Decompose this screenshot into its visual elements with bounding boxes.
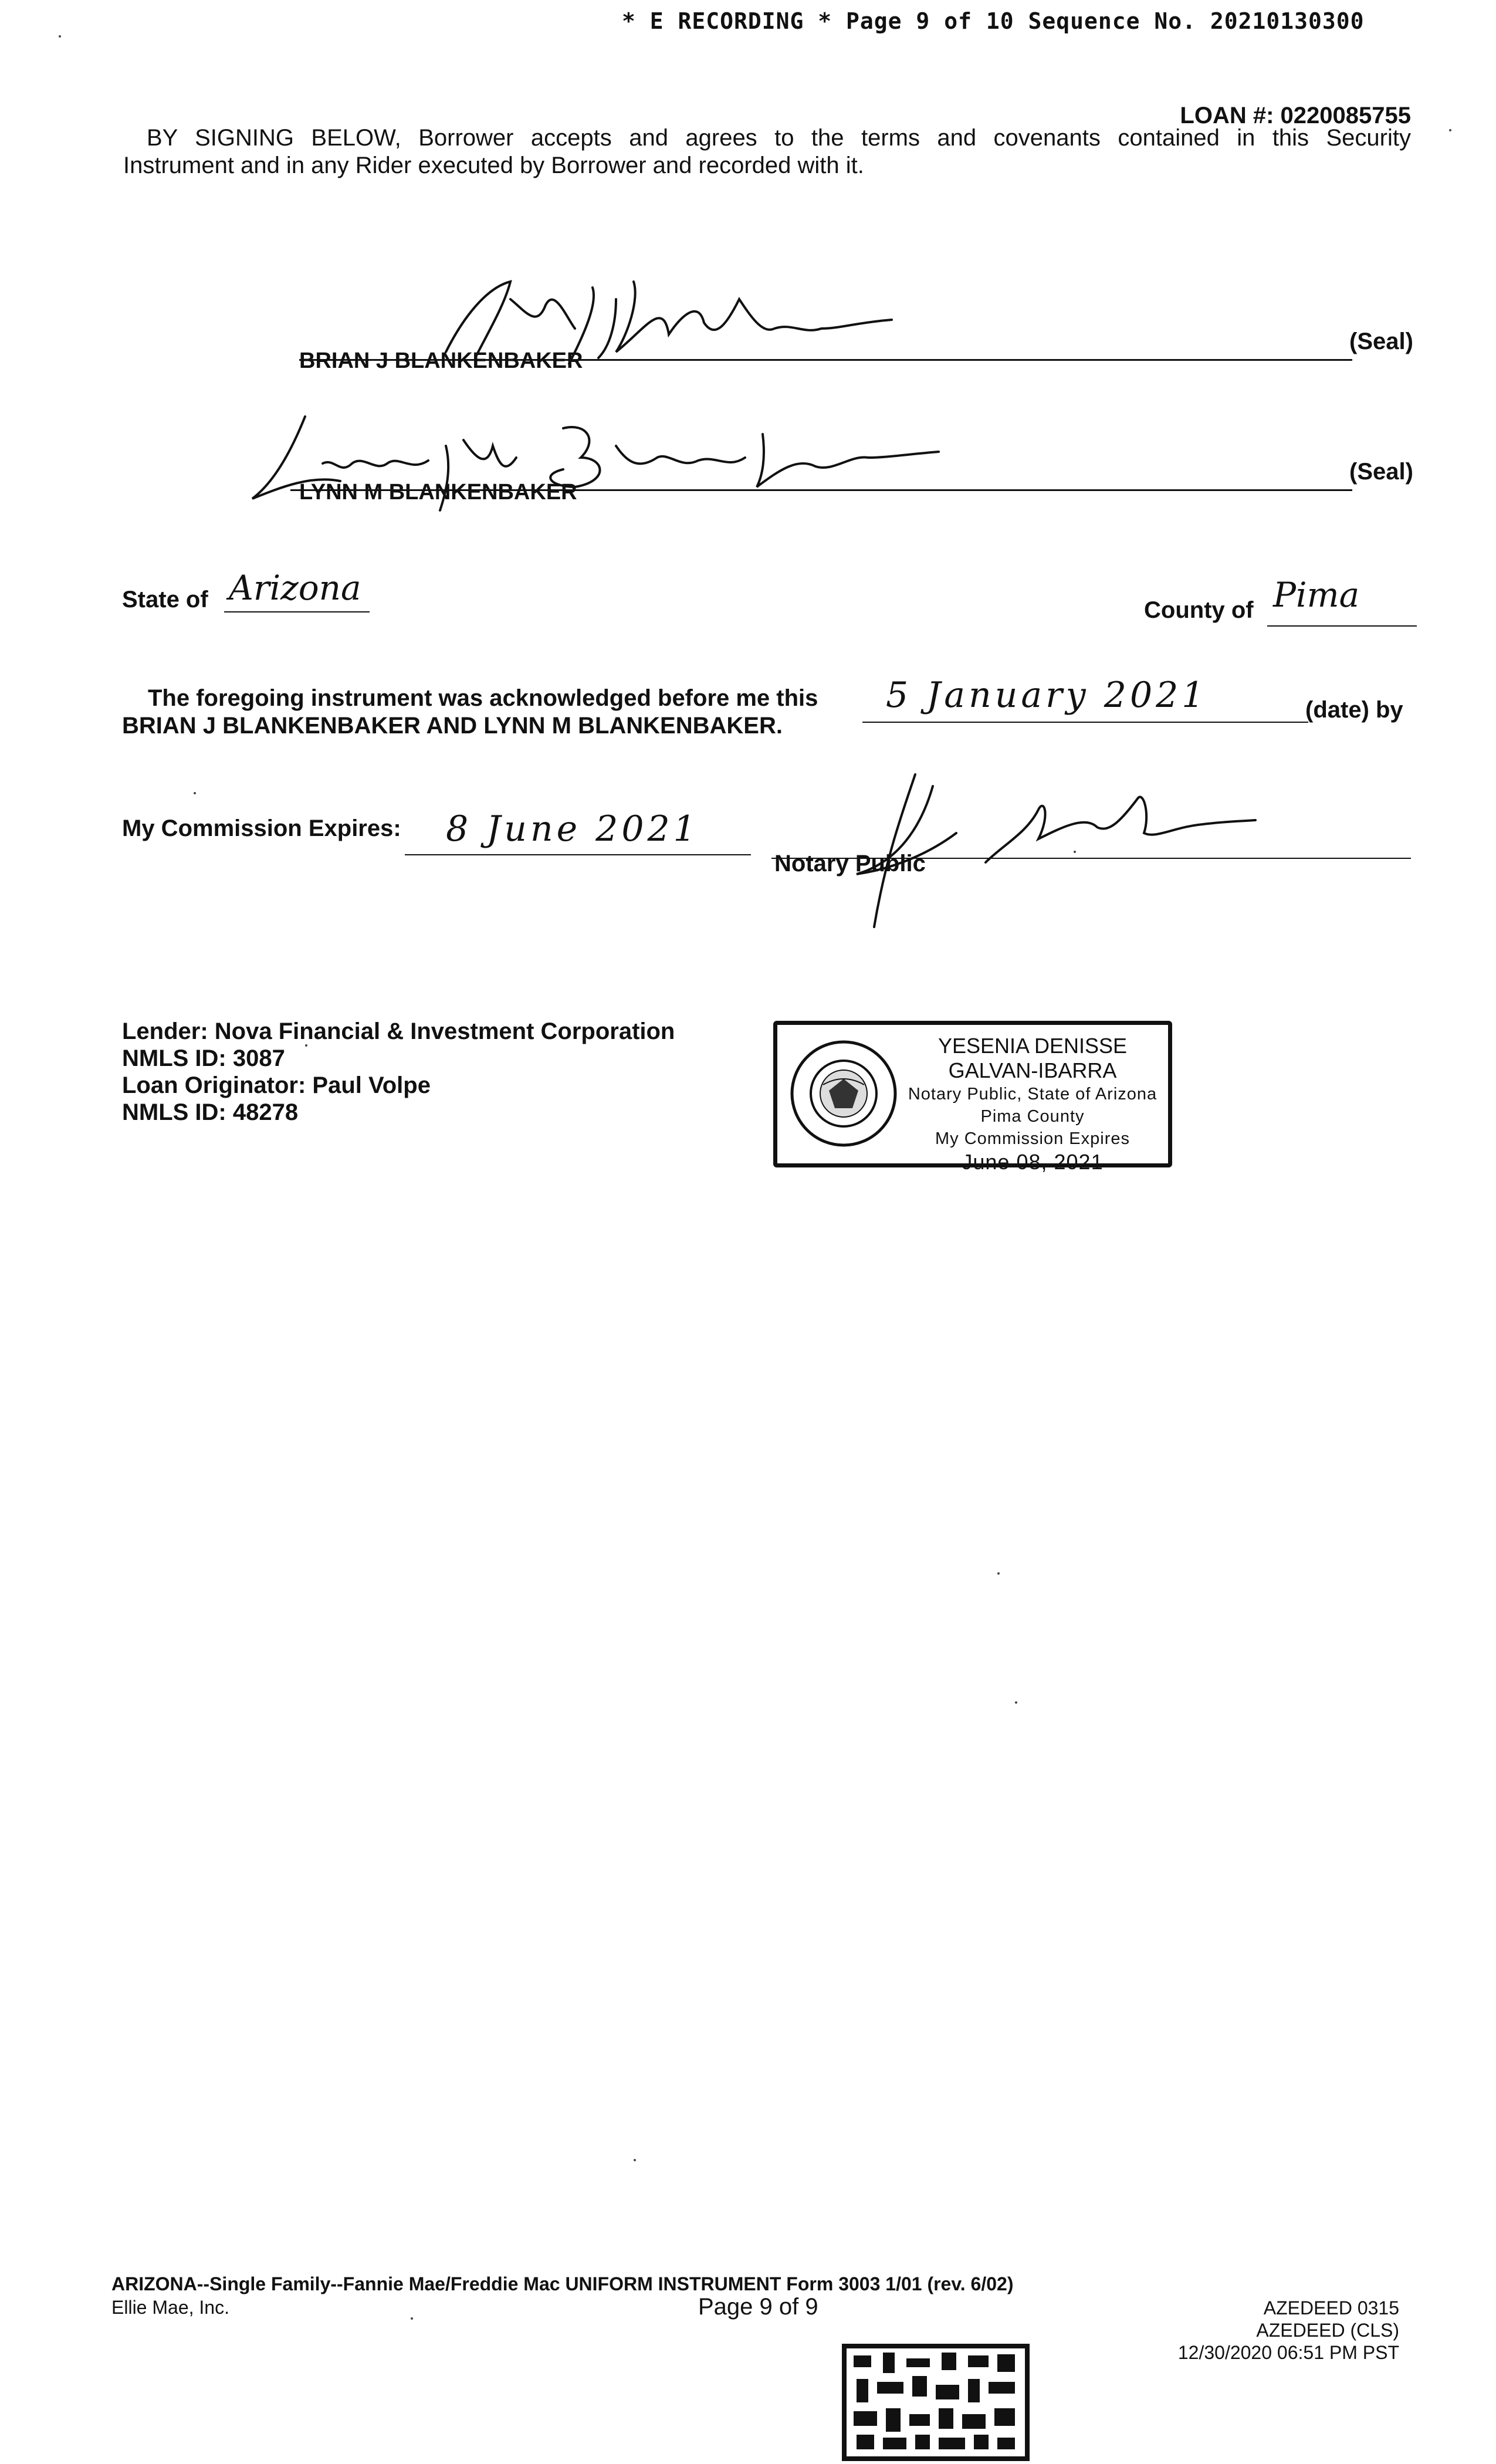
arizona-seal-icon (788, 1038, 899, 1149)
borrower-2-name: LYNN M BLANKENBAKER (299, 480, 577, 505)
state-label: State of (122, 587, 208, 612)
loan-originator: Loan Originator: Paul Volpe (122, 1072, 431, 1098)
ack-names: BRIAN J BLANKENBAKER AND LYNN M BLANKENBAKER. (122, 713, 783, 739)
recording-header: * E RECORDING * Page 9 of 10 Sequence No. 20210130300 (622, 8, 1365, 34)
footer-codes (1178, 2297, 1399, 2364)
borrower-1-seal: (Seal) (1349, 329, 1413, 354)
commission-label: My Commission Expires: (122, 815, 401, 841)
lender-nmls: NMLS ID: 3087 (122, 1045, 285, 1071)
notary-signature (792, 763, 1261, 933)
county-underline (1267, 625, 1417, 627)
county-label: County of (1144, 597, 1254, 623)
footer-vendor: Ellie Mae, Inc. (111, 2297, 229, 2318)
footer-form-line: ARIZONA--Single Family--Fannie Mae/Freddie Mac UNIFORM INSTRUMENT Form 3003 1/01 (rev. 6/02) (111, 2273, 1014, 2294)
ack-text: The foregoing instrument was acknowledged before me this (148, 685, 818, 711)
statement-line-1: BY SIGNING BELOW, Borrower accepts and agrees to the terms and covenants contained in this Security (147, 125, 1411, 151)
notary-stamp (773, 1021, 1172, 1174)
stamp-line-4: My Commission Expires (935, 1129, 1130, 1148)
stamp-notary-name: YESENIA DENISSE GALVAN-IBARRA (937, 1034, 1128, 1082)
stamp-line-3: Pima County (980, 1107, 1085, 1126)
ack-date: 5 January 2021 (886, 675, 1208, 716)
ack-date-underline (862, 722, 1308, 723)
footer-timestamp: 12/30/2020 06:51 PM PST (1177, 2342, 1399, 2363)
stamp-date: June 08, 2021 (962, 1150, 1104, 1174)
state-value: Arizona (229, 568, 361, 608)
date-suffix: (date) by (1305, 697, 1403, 723)
originator-nmls: NMLS ID: 48278 (122, 1099, 299, 1125)
statement-line-2: Instrument and in any Rider executed by Borrower and recorded with it. (123, 153, 864, 178)
stamp-line-2: Notary Public, State of Arizona (908, 1085, 1157, 1104)
commission-value: 8 June 2021 (446, 808, 699, 849)
stamp-text (898, 1034, 1167, 1175)
footer-code-1: AZEDEED 0315 (1263, 2297, 1399, 2319)
barcode-icon (842, 2344, 1030, 2461)
state-underline (224, 611, 370, 612)
commission-underline (405, 854, 751, 855)
county-value: Pima (1273, 575, 1360, 615)
footer-page: Page 9 of 9 (698, 2294, 818, 2320)
footer-code-2: AZEDEED (CLS) (1256, 2320, 1399, 2341)
loan-value: 0220085755 (1280, 103, 1411, 128)
borrower-2-signature (235, 399, 968, 534)
lender-info (122, 1018, 675, 1126)
notary-label: Notary Public (774, 851, 926, 876)
loan-label: LOAN #: (1180, 103, 1274, 128)
borrower-2-seal: (Seal) (1349, 459, 1413, 485)
signing-statement (123, 113, 1411, 180)
borrower-1-name: BRIAN J BLANKENBAKER (299, 348, 583, 373)
lender-name: Lender: Nova Financial & Investment Corporation (122, 1018, 675, 1044)
